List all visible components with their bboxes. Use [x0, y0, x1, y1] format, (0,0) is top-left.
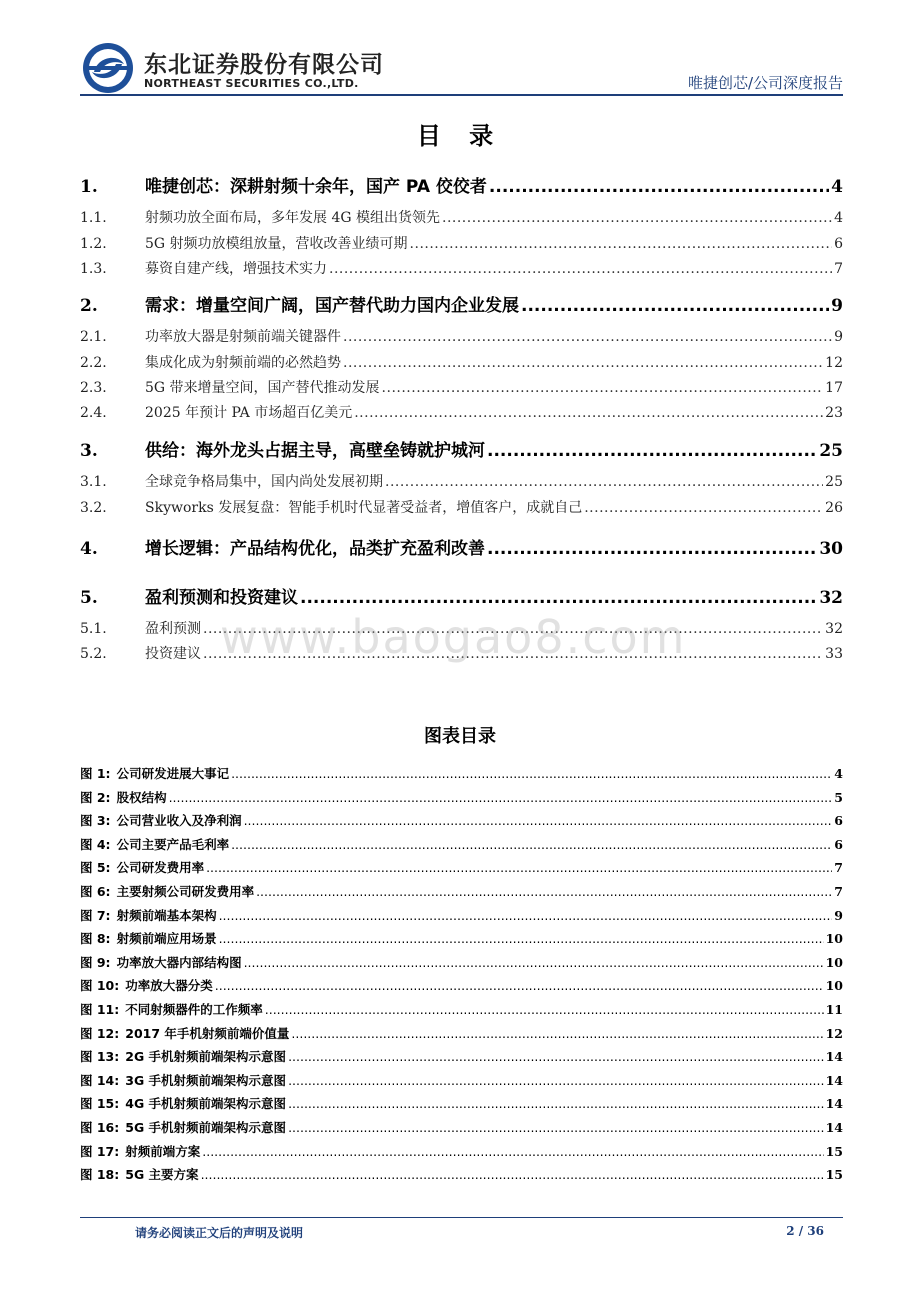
figure-entry[interactable] [80, 788, 843, 806]
toc-page-number: 25 [825, 474, 843, 490]
figure-entry[interactable] [80, 835, 843, 853]
toc-number: 2.4. [80, 405, 107, 421]
figure-title: 公司研发费用率 [116, 860, 205, 876]
toc-entry-title: 增长逻辑：产品结构优化，品类扩充盈利改善 [145, 539, 485, 559]
toc-section[interactable] [80, 534, 843, 559]
figure-label: 图 16: [80, 1120, 120, 1135]
dot-leader [265, 1002, 824, 1017]
figure-label: 图 18: [80, 1167, 120, 1183]
toc-entry-title: 唯捷创芯：深耕射频十余年，国产 PA 佼佼者 [145, 177, 487, 197]
toc-number: 3. [80, 441, 98, 461]
figure-entry[interactable] [80, 953, 843, 971]
figure-page-number: 14 [825, 1096, 843, 1112]
toc-number: 4. [80, 539, 98, 559]
toc-section[interactable] [80, 583, 843, 608]
toc-subsection[interactable] [80, 233, 843, 253]
toc-page-number: 30 [819, 539, 843, 559]
page-header [80, 40, 843, 96]
dot-leader [382, 380, 824, 396]
toc-number: 5.1. [80, 621, 107, 637]
figure-title: 功率放大器内部结构图 [116, 954, 242, 970]
toc-page-number: 7 [834, 261, 843, 277]
figure-entry[interactable] [80, 906, 843, 924]
figure-title: 不同射频器件的工作频率 [125, 1002, 263, 1017]
dot-leader [489, 177, 829, 197]
figure-entry[interactable] [80, 764, 843, 782]
dot-leader [231, 837, 832, 852]
dot-leader [521, 296, 829, 316]
toc-section[interactable] [80, 172, 843, 197]
dot-leader [202, 1144, 823, 1159]
figure-title: 2G 手机射频前端架构示意图 [125, 1049, 287, 1065]
dot-leader [244, 813, 833, 828]
figure-label: 图 1: [80, 766, 111, 781]
toc-entry-title: 全球竞争格局集中，国内尚处发展初期 [145, 474, 383, 490]
toc-section[interactable] [80, 291, 843, 316]
figure-entry[interactable] [80, 929, 843, 947]
figure-entry[interactable] [80, 1000, 843, 1018]
figure-title: 2017 年手机射频前端价值量 [125, 1025, 290, 1041]
toc-number: 1.3. [80, 261, 107, 277]
toc-page-number: 12 [825, 355, 843, 371]
toc-page-number: 32 [825, 621, 843, 637]
figure-title: 射频前端应用场景 [116, 931, 217, 947]
toc-page-number: 25 [819, 441, 843, 461]
toc-number: 5. [80, 588, 98, 608]
dot-leader [244, 955, 824, 970]
toc-subsection[interactable] [80, 326, 843, 346]
toc-subsection[interactable] [80, 377, 843, 397]
figure-page-number: 4 [834, 766, 843, 781]
toc-number: 3.2. [80, 500, 107, 516]
toc-subsection[interactable] [80, 352, 843, 372]
figure-entry[interactable] [80, 1142, 843, 1160]
figure-list-title: 图表目录 [424, 726, 496, 747]
toc-number: 2.1. [80, 329, 107, 345]
figure-title: 功率放大器分类 [125, 978, 213, 994]
figure-page-number: 6 [834, 813, 843, 829]
company-name-en: NORTHEAST SECURITIES CO.,LTD. [144, 77, 359, 90]
footer-disclaimer: 请务必阅读正文后的声明及说明 [135, 1226, 304, 1240]
dot-leader [584, 500, 823, 516]
toc-page-number: 26 [825, 500, 843, 516]
dot-leader [288, 1049, 824, 1064]
figure-title: 4G 手机射频前端架构示意图 [125, 1096, 287, 1112]
figure-page-number: 5 [834, 789, 843, 805]
figure-entry[interactable] [80, 1047, 843, 1065]
figure-page-number: 10 [825, 978, 843, 994]
dot-leader [487, 441, 817, 461]
toc-entry-title: 需求：增量空间广阔，国产替代助力国内企业发展 [145, 296, 519, 316]
watermark: www.baogao8.com [220, 610, 687, 664]
dot-leader [169, 790, 833, 805]
figure-label: 图 13: [80, 1049, 120, 1065]
figure-title: 主要射频公司研发费用率 [116, 884, 255, 899]
figure-title: 射频前端方案 [125, 1143, 201, 1159]
header-divider [80, 94, 843, 96]
toc-number: 5.2. [80, 646, 107, 662]
toc-entry-title: 5G 带来增量空间，国产替代推动发展 [145, 380, 380, 396]
toc-number: 1. [80, 177, 98, 197]
dot-leader [343, 355, 823, 371]
dot-leader [288, 1120, 824, 1135]
toc-entry-title: 射频功放全面布局，多年发展 4G 模组出货领先 [145, 210, 440, 226]
dot-leader [219, 931, 824, 946]
dot-leader [343, 329, 832, 345]
figure-label: 图 17: [80, 1143, 120, 1159]
toc-page-number: 6 [834, 236, 843, 252]
figure-label: 图 9: [80, 954, 111, 970]
dot-leader [300, 588, 817, 608]
figure-title: 5G 手机射频前端架构示意图 [125, 1120, 287, 1135]
figure-title: 公司研发进展大事记 [116, 766, 230, 781]
figure-title: 公司营业收入及净利润 [116, 813, 242, 829]
figure-entry[interactable] [80, 811, 843, 829]
toc-page-number: 4 [831, 177, 843, 197]
toc-page-number: 17 [825, 380, 843, 396]
figure-page-number: 15 [825, 1167, 843, 1183]
toc-subsection[interactable] [80, 207, 843, 227]
company-logo-icon [80, 42, 136, 94]
figure-label: 图 8: [80, 931, 111, 947]
figure-page-number: 9 [834, 907, 843, 923]
toc-section[interactable] [80, 436, 843, 461]
toc-entry-title: 盈利预测 [145, 621, 201, 637]
figure-title: 股权结构 [116, 789, 167, 805]
figure-page-number: 6 [834, 836, 843, 852]
figure-title: 射频前端基本架构 [116, 907, 217, 923]
figure-entry[interactable] [80, 1071, 843, 1089]
report-type-label: 唯捷创芯/公司深度报告 [687, 74, 843, 92]
figure-title: 3G 手机射频前端架构示意图 [125, 1072, 287, 1088]
toc-entry-title: 功率放大器是射频前端关键器件 [145, 329, 341, 345]
figure-page-number: 14 [825, 1049, 843, 1065]
figure-label: 图 4: [80, 836, 111, 852]
dot-leader [215, 978, 824, 993]
figure-label: 图 3: [80, 813, 111, 829]
figure-label: 图 11: [80, 1002, 120, 1017]
figure-label: 图 15: [80, 1096, 120, 1112]
figure-entry[interactable] [80, 858, 843, 876]
figure-title: 公司主要产品毛利率 [116, 836, 230, 852]
dot-leader [487, 539, 817, 559]
figure-page-number: 14 [825, 1072, 843, 1088]
toc-page-number: 33 [825, 646, 843, 662]
dot-leader [219, 908, 833, 923]
dot-leader [288, 1096, 824, 1111]
toc-entry-title: Skyworks 发展复盘：智能手机时代显著受益者，增值客户，成就自己 [145, 500, 583, 516]
toc-entry-title: 盈利预测和投资建议 [145, 588, 298, 608]
figure-label: 图 12: [80, 1025, 120, 1041]
toc-number: 2.3. [80, 380, 107, 396]
toc-subsection[interactable] [80, 258, 843, 278]
figure-entry[interactable] [80, 1118, 843, 1136]
figure-label: 图 6: [80, 884, 111, 899]
figure-entry[interactable] [80, 1024, 843, 1042]
figure-entry[interactable] [80, 1094, 843, 1112]
toc-page-number: 32 [819, 588, 843, 608]
toc-page-number: 4 [834, 210, 843, 226]
figure-entry[interactable] [80, 1165, 843, 1183]
toc-page-number: 9 [831, 296, 843, 316]
figure-page-number: 10 [825, 931, 843, 947]
toc-title: 目 录 [416, 122, 504, 150]
figure-title: 5G 主要方案 [125, 1167, 199, 1183]
toc-subsection[interactable] [80, 497, 843, 517]
dot-leader [231, 766, 832, 781]
toc-entry-title: 2025 年预计 PA 市场超百亿美元 [145, 405, 353, 421]
figure-page-number: 14 [825, 1120, 843, 1135]
toc-subsection[interactable] [80, 471, 843, 491]
toc-entry-title: 供给：海外龙头占据主导，高壁垒铸就护城河 [145, 441, 485, 461]
figure-label: 图 14: [80, 1072, 120, 1088]
dot-leader [288, 1073, 824, 1088]
toc-page-number: 23 [825, 405, 843, 421]
figure-page-number: 10 [825, 954, 843, 970]
toc-subsection[interactable] [80, 402, 843, 422]
figure-page-number: 15 [825, 1143, 843, 1159]
toc-entry-title: 投资建议 [145, 646, 201, 662]
dot-leader [291, 1026, 823, 1041]
toc-number: 2. [80, 296, 98, 316]
footer-divider [80, 1217, 843, 1218]
toc-entry-title: 5G 射频功放模组放量，营收改善业绩可期 [145, 236, 408, 252]
toc-number: 2.2. [80, 355, 107, 371]
dot-leader [201, 1167, 824, 1182]
figure-entry[interactable] [80, 976, 843, 994]
figure-label: 图 2: [80, 789, 111, 805]
page-number: 2 / 36 [786, 1224, 824, 1238]
dot-leader [410, 236, 833, 252]
toc-number: 1.2. [80, 236, 107, 252]
figure-label: 图 5: [80, 860, 111, 876]
figure-label: 图 7: [80, 907, 111, 923]
dot-leader [329, 261, 832, 277]
figure-label: 图 10: [80, 978, 120, 994]
toc-entry-title: 集成化成为射频前端的必然趋势 [145, 355, 341, 371]
dot-leader [442, 210, 832, 226]
figure-page-number: 7 [834, 884, 843, 899]
dot-leader [385, 474, 823, 490]
company-name-cn: 东北证券股份有限公司 [144, 52, 384, 78]
figure-page-number: 7 [834, 860, 843, 876]
figure-page-number: 12 [825, 1025, 843, 1041]
dot-leader [256, 884, 832, 899]
figure-entry[interactable] [80, 882, 843, 900]
figure-page-number: 11 [825, 1002, 843, 1017]
dot-leader [206, 860, 832, 875]
toc-page-number: 9 [834, 329, 843, 345]
toc-number: 1.1. [80, 210, 107, 226]
dot-leader [354, 405, 823, 421]
toc-number: 3.1. [80, 474, 107, 490]
toc-entry-title: 募资自建产线，增强技术实力 [145, 261, 327, 277]
